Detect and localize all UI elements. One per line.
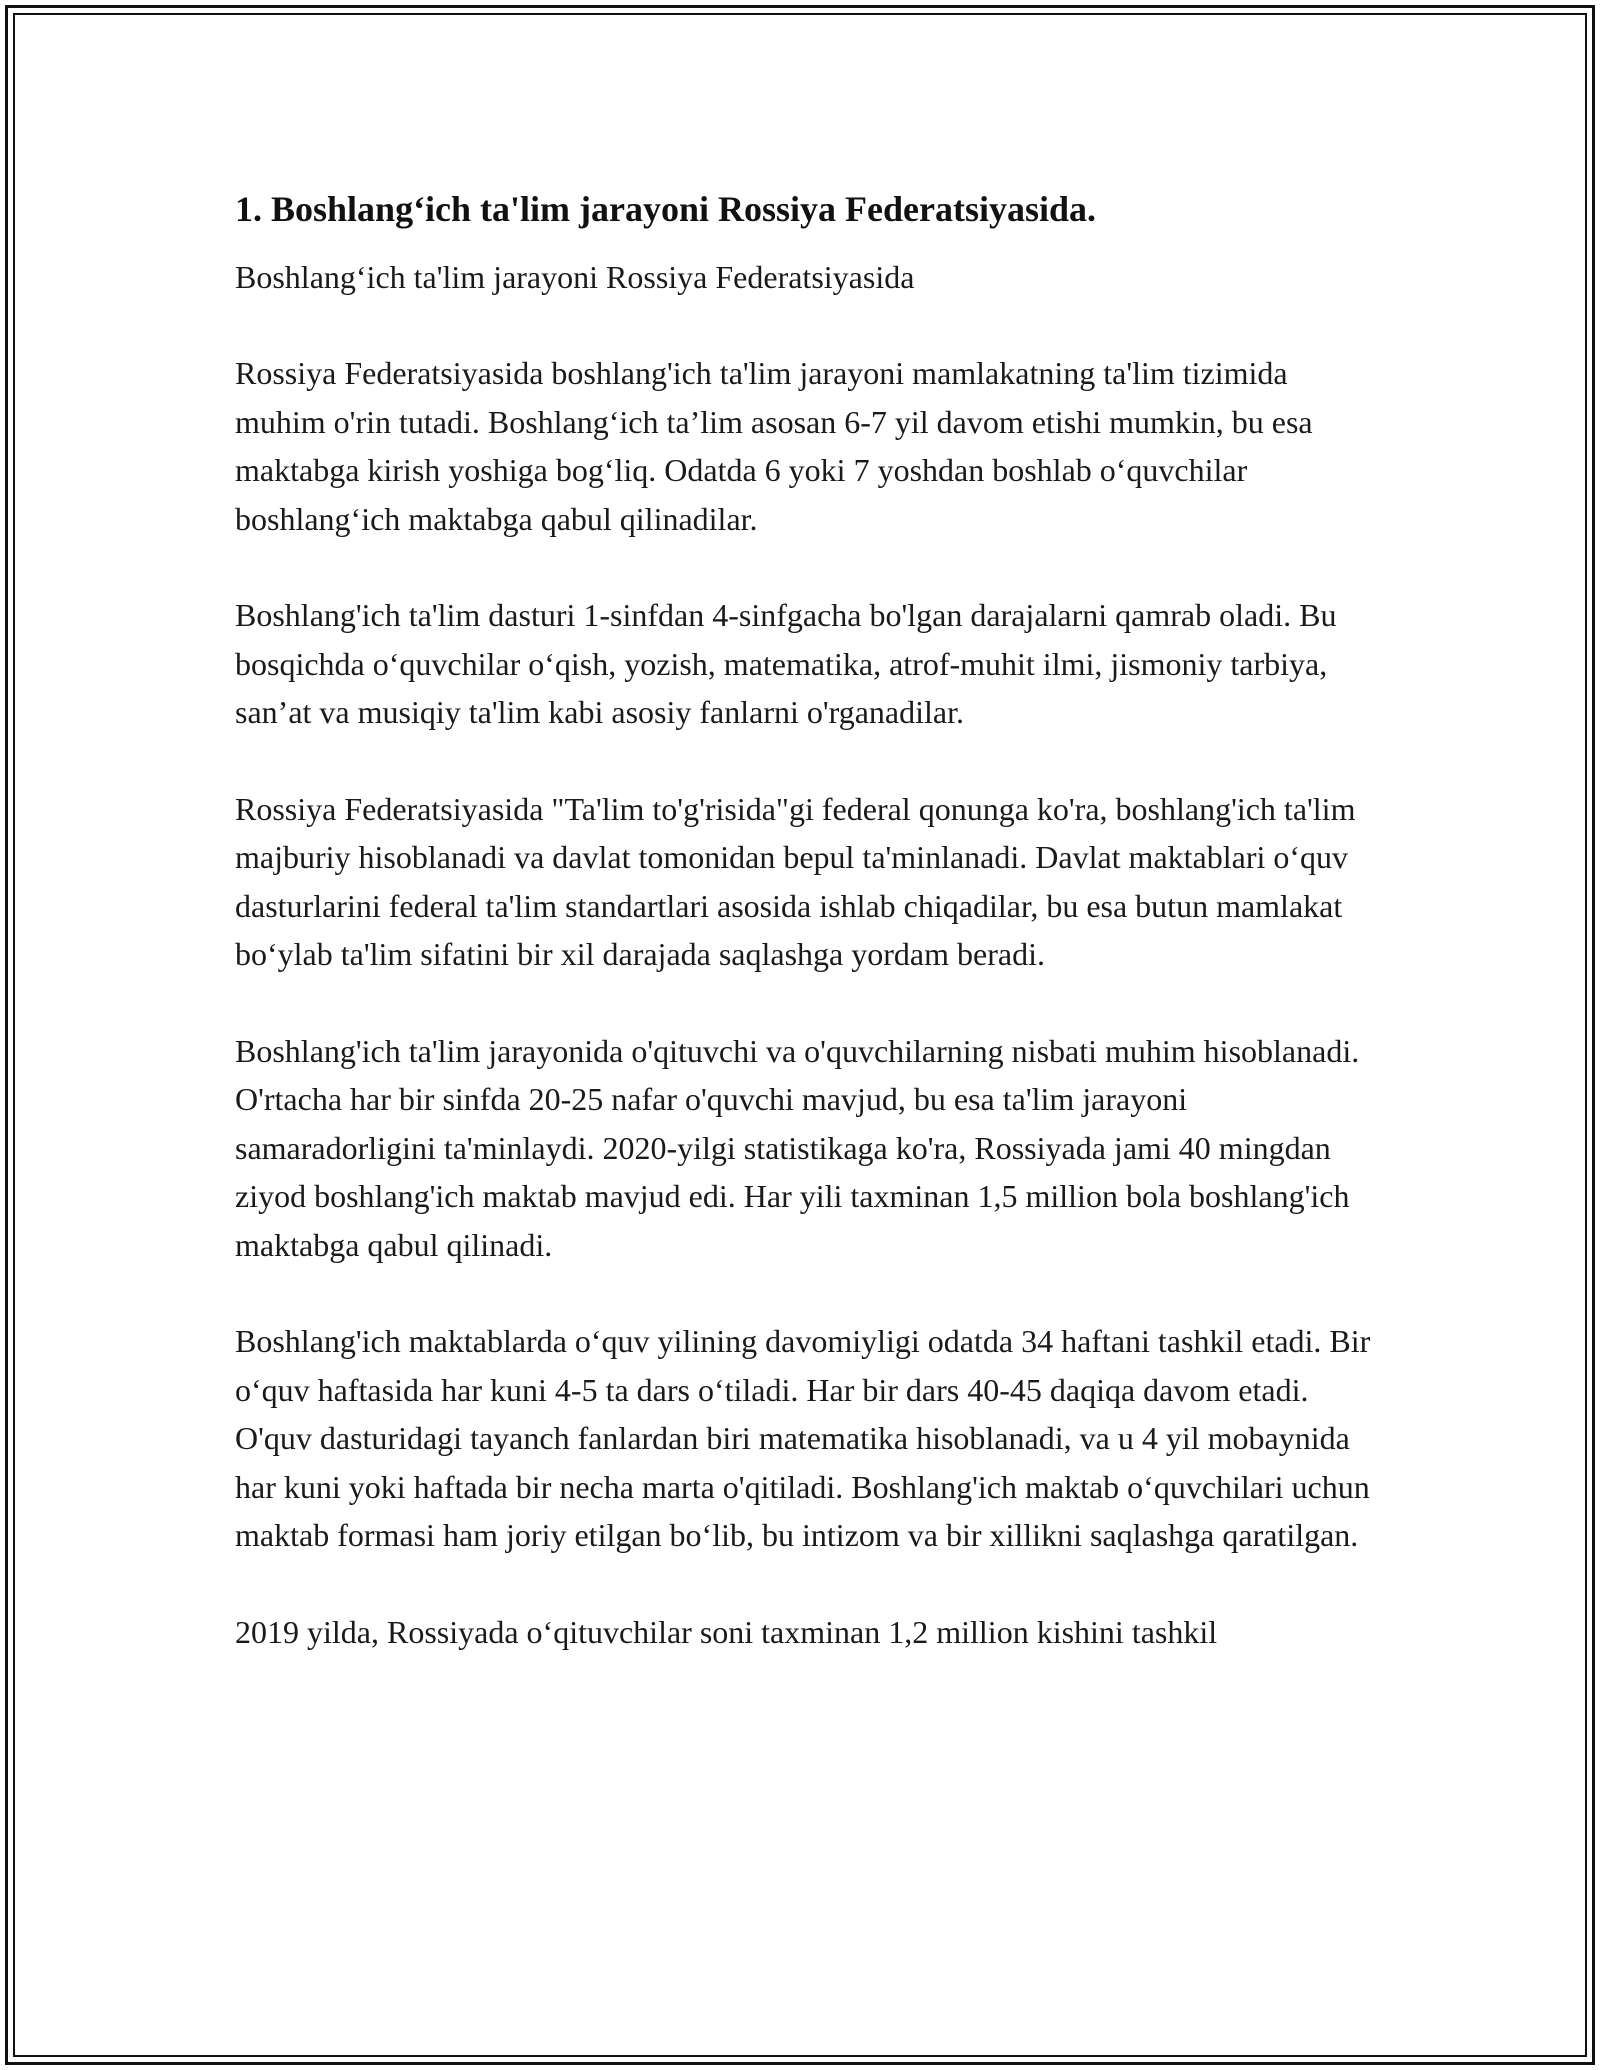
section-heading: 1. Boshlang‘ich ta'lim jarayoni Rossiya Federatsiyasida. xyxy=(235,189,1097,229)
paragraph: Rossiya Federatsiyasida "Ta'lim to'g'risida"gi federal qonunga ko'ra, boshlang'ich ta'lim majburiy hisoblanadi va davlat tomonidan bepul ta'minlanadi. Davlat maktablari o‘quv dasturlarini federal ta'lim standartlari asosida ishlab chiqadilar, bu esa butun mamlakat bo‘ylab ta'lim sifatini bir xil darajada saqlashga yordam beradi. xyxy=(235,790,1356,972)
paragraph: 2019 yilda, Rossiyada o‘qituvchilar soni taxminan 1,2 million kishini tashkil xyxy=(235,1613,1218,1650)
paragraph: Boshlang'ich maktablarda o‘quv yilining davomiyligi odatda 34 haftani tashkil etadi. Bir o‘quv haftasida har kuni 4-5 ta dars o‘tiladi. Har bir dars 40-45 daqiqa davom etadi. O'quv dasturidagi tayanch fanlardan biri matematika hisoblanadi, va u 4 yil mobaynida har kuni yoki haftada bir necha marta o'qitiladi. Boshlang'ich maktab o‘quvchilari uchun maktab formasi ham joriy etilgan bo‘lib, bu intizom va bir xillikni saqlashga qaratilgan. xyxy=(235,1323,1371,1553)
paragraph: Boshlang'ich ta'lim jarayonida o'qituvchi va o'quvchilarning nisbati muhim hisoblanadi. O'rtacha har bir sinfda 20-25 nafar o'quvchi mavjud, bu esa ta'lim jarayoni samaradorligini ta'minlaydi. 2020-yilgi statistikaga ko'ra, Rossiyada jami 40 mingdan ziyod boshlang'ich maktab mavjud edi. Har yili taxminan 1,5 million bola boshlang'ich maktabga qabul qilinadi. xyxy=(235,1032,1360,1263)
document-body xyxy=(235,185,1375,1704)
paragraph: Boshlang'ich ta'lim dasturi 1-sinfdan 4-sinfgacha bo'lgan darajalarni qamrab oladi. Bu bosqichda o‘quvchilar o‘qish, yozish, matematika, atrof-muhit ilmi, jismoniy tarbiya, san’at va musiqiy ta'lim kabi asosiy fanlarni o'rganadilar. xyxy=(235,597,1337,730)
paragraph: Rossiya Federatsiyasida boshlang'ich ta'lim jarayoni mamlakatning ta'lim tizimida muhim o'rin tutadi. Boshlang‘ich ta’lim asosan 6-7 yil davom etishi mumkin, bu esa maktabga kirish yoshiga bog‘liq. Odatda 6 yoki 7 yoshdan boshlab o‘quvchilar boshlang‘ich maktabga qabul qilinadilar. xyxy=(235,355,1313,537)
section-subtitle: Boshlang‘ich ta'lim jarayoni Rossiya Federatsiyasida xyxy=(235,259,915,295)
